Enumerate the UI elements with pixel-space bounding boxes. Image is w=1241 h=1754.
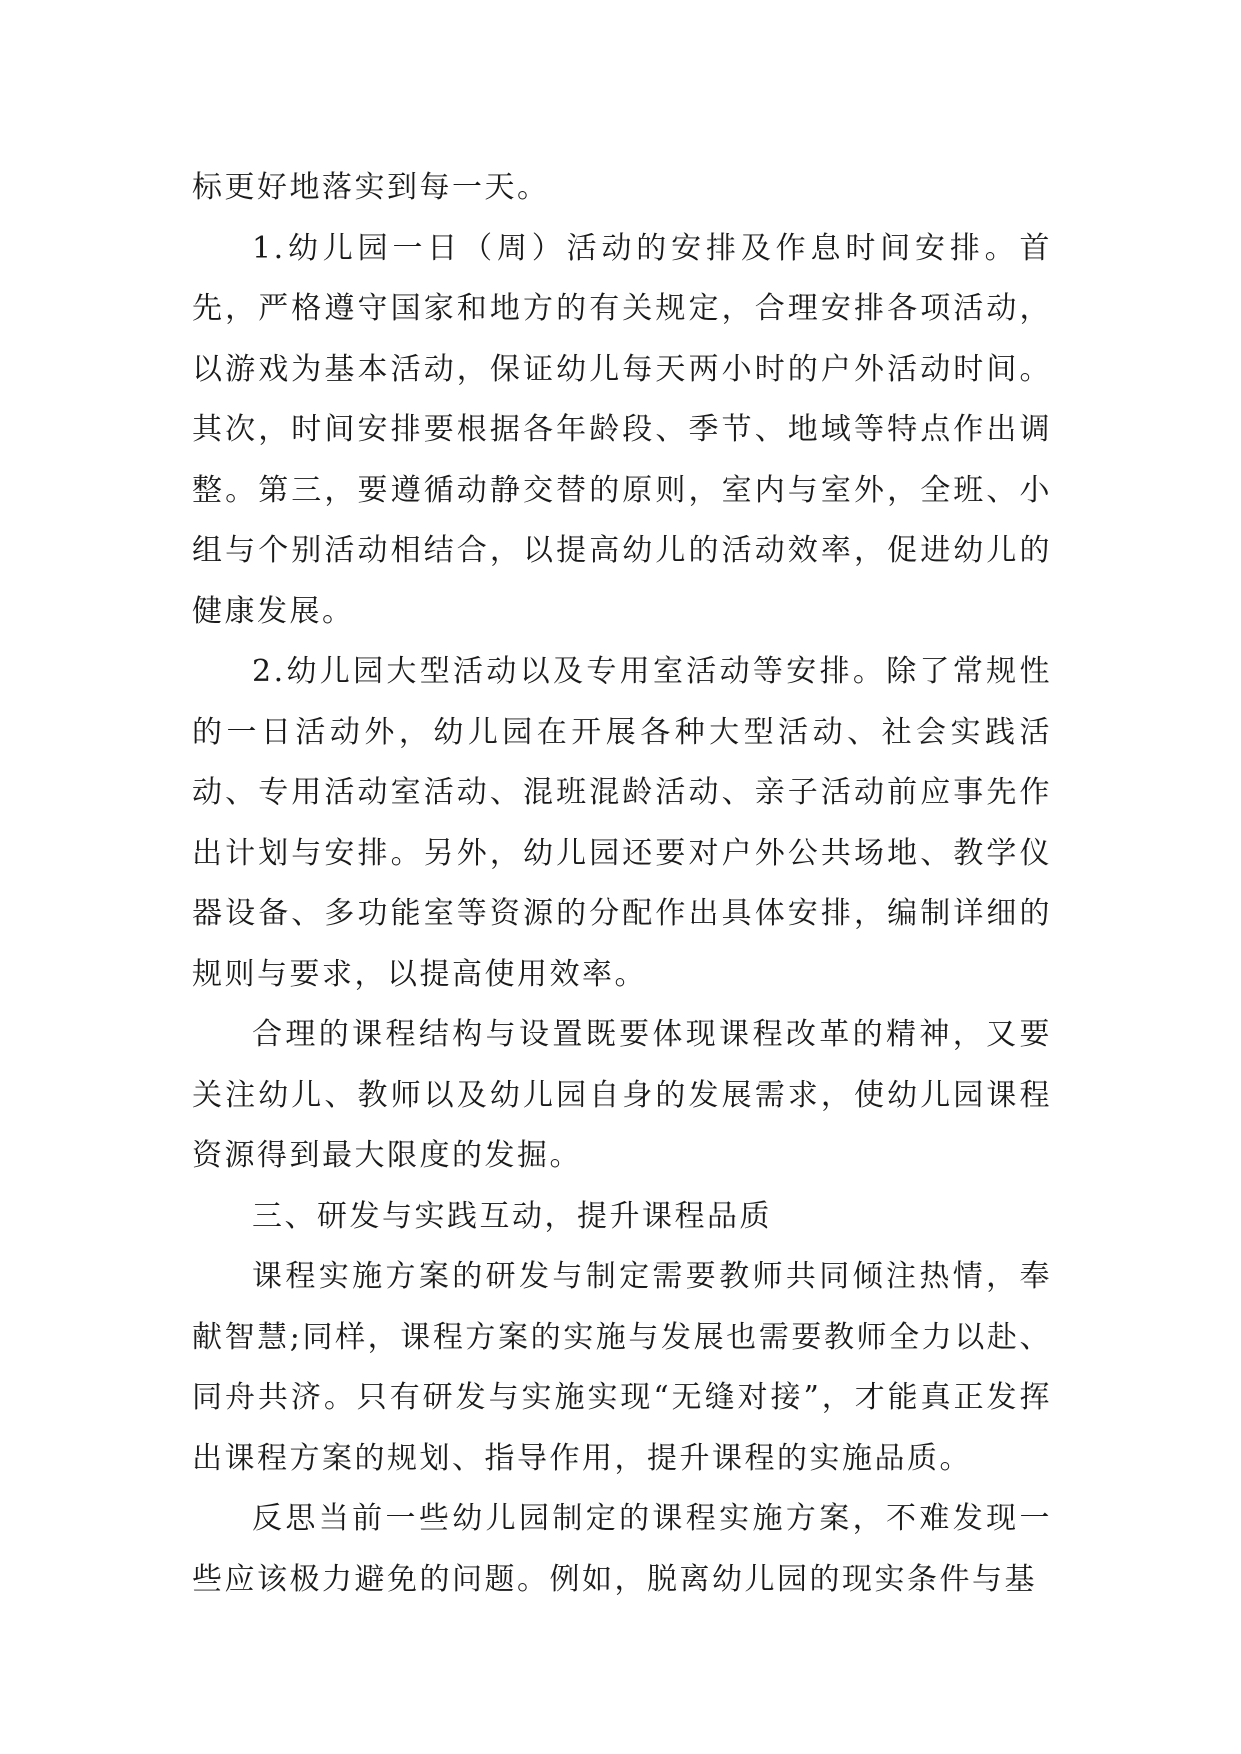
paragraph-reflection: 反思当前一些幼儿园制定的课程实施方案，不难发现一些应该极力避免的问题。例如，脱离幼儿园的现实条件与基 bbox=[192, 1501, 1052, 1597]
paragraph-curriculum-structure: 合理的课程结构与设置既要体现课程改革的精神，又要关注幼儿、教师以及幼儿园自身的发展需求，使幼儿园课程资源得到最大限度的发掘。 bbox=[192, 1017, 1052, 1173]
document-body bbox=[192, 158, 1052, 1610]
section-heading: 三、研发与实践互动，提升课程品质 bbox=[252, 1198, 772, 1234]
paragraph-research-practice: 课程实施方案的研发与制定需要教师共同倾注热情，奉献智慧;同样，课程方案的实施与发展也需要教师全力以赴、同舟共济。只有研发与实施实现“无缝对接”，才能真正发挥出课程方案的规划、指导作用，提升课程的实施品质。 bbox=[192, 1259, 1052, 1476]
paragraph-continued: 标更好地落实到每一天。 bbox=[192, 170, 550, 205]
paragraph-daily-schedule: 1.幼儿园一日（周）活动的安排及作息时间安排。首先，严格遵守国家和地方的有关规定，合理安排各项活动，以游戏为基本活动，保证幼儿每天两小时的户外活动时间。其次，时间安排要根据各年龄段、季节、地域等特点作出调整。第三，要遵循动静交替的原则，室内与室外，全班、小组与个别活动相结合，以提高幼儿的活动效率，促进幼儿的健康发展。 bbox=[192, 230, 1052, 629]
paragraph-large-activities: 2.幼儿园大型活动以及专用室活动等安排。除了常规性的一日活动外，幼儿园在开展各种大型活动、社会实践活动、专用活动室活动、混班混龄活动、亲子活动前应事先作出计划与安排。另外，幼儿园还要对户外公共场地、教学仪器设备、多功能室等资源的分配作出具体安排，编制详细的规则与要求，以提高使用效率。 bbox=[192, 654, 1052, 992]
